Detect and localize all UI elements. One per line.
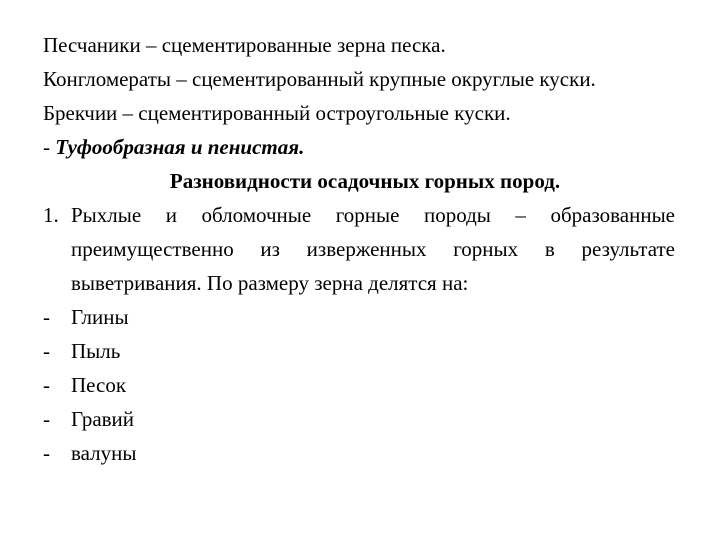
list-dash: - <box>43 339 50 363</box>
list-dash: - <box>43 305 50 329</box>
list-item-clay <box>43 300 675 334</box>
item-text-line-2: преимущественно из изверженных горных в результате <box>71 237 675 261</box>
text-line-sandstone: Песчаники – сцементированные зерна песка. <box>43 33 446 57</box>
tuff-dash: - <box>43 135 56 159</box>
list-item-text: Пыль <box>71 339 121 363</box>
tuff-bold-text: Туфообразная и пенистая. <box>55 135 305 159</box>
text-line-tuff <box>43 130 675 164</box>
list-item-text: Гравий <box>71 407 135 431</box>
list-dash: - <box>43 441 50 465</box>
text-line-breccias: Брекчии – сцементированный остроугольные куски. <box>43 101 511 125</box>
numbered-item <box>43 198 675 300</box>
section-heading: Разновидности осадочных горных пород. <box>169 169 561 193</box>
list-item-text: Песок <box>71 373 127 397</box>
slide-content <box>43 28 675 470</box>
list-item-text: Глины <box>71 305 129 329</box>
list-dash: - <box>43 373 50 397</box>
item-text-line-3: выветривания. По размеру зерна делятся на: <box>71 271 469 295</box>
list-item-sand <box>43 368 675 402</box>
list-item-gravel <box>43 402 675 436</box>
list-item-boulders <box>43 436 675 470</box>
item-text <box>71 198 675 300</box>
list-item-text: валуны <box>71 441 137 465</box>
item-number: 1. <box>43 203 59 227</box>
text-line-conglomerates: Конгломераты – сцементированный крупные округлые куски. <box>43 67 596 91</box>
list-item-dust <box>43 334 675 368</box>
item-text-line-1: Рыхлые и обломочные горные породы – образованные <box>71 203 675 227</box>
list-dash: - <box>43 407 50 431</box>
